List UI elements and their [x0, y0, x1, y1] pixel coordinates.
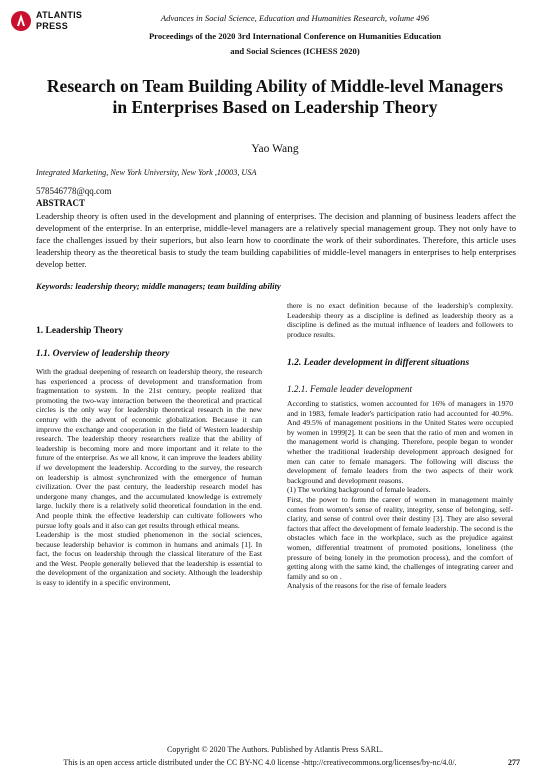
publisher-logo: [10, 8, 83, 36]
keywords-list: leadership theory; middle managers; team building ability: [75, 281, 281, 291]
section-1-1-heading: 1.1. Overview of leadership theory: [36, 349, 170, 359]
paragraph: Leadership is the most studied phenomenon in the social sciences, because leadership behavior is common in humans and animals [1]. In fact, the focus on leadership through the classical literature of the East and the West. People generally believed that the leadership is essential to the development of the organization and society. Although the leadership is easy to identify in a specific environment,: [36, 530, 262, 588]
footer-copyright: Copyright © 2020 The Authors. Published by Atlantis Press SARL.: [167, 745, 383, 754]
right-column-intro: there is no exact definition because of the leadership's complexity. Leadership theory as a discipline is defined as leadership theory as a discipline is defined as the mutual influence of leaders and followers to produce results.: [287, 301, 513, 339]
paragraph: According to statistics, women accounted for 16% of managers in 1970 and in 1983, female leader's participation ratio had accounted for 40.9%. And 49.5% of management positions in the United States were occupied by women in 1999[2]. It can be seen that the ratio of men and women in the management world is changing. Therefore, people began to wonder whether the traditional leadership development approach designed for men can cater to female managers. The following will discuss the development of female leaders from the two aspects of their work background and development reasons.: [287, 399, 513, 485]
paragraph: With the gradual deepening of research on leadership theory, the research has experienced a process of development and transformation from fragmentation to system. In the 21st century, people realized that promoting the two-way interaction between the theoretical and practical circles is the only way for leadership theoretical research in the new century with the advent of economic globalization. Because it can improve the exchange and cooperation in the field of Western leadership research. The leadership theory researchers realize that the ability of leadership is becoming more and more important and it relate to the future of the enterprise. As we all know, it can improve the leaders ability if we development the leadership. According to the survey, the research on leadership is almost synchronized with the emergence of human civilization. Over the past century, the leadership research model has undergone many changes, and the accumulated knowledge is extremely large. luckily there is a relatively solid theoretical foundation in the end. And people think the effective leadership can cultivate followers who pursue lofty goals and it also can get results through ethical means.: [36, 367, 262, 530]
paragraph: First, the power to form the career of women in management mainly comes from women's sense of reality, integrity, sense of belonging, self-clarity, and sense of control over their destiny [3]. They are also several factors that affect the development of female leadership. The second is the obstacles which face in the workplace, such as the prejudice against women, differential treatment of promoted positions, loneliness (the pressure of being lonely in the promotion process), and the comfort of getting along with the same kind, the challenges of integrating career and family and so on .: [287, 494, 513, 581]
section-1-2-1-heading: 1.2.1. Female leader development: [287, 384, 413, 394]
abstract-text: Leadership theory is often used in the development and planning of enterprises. The decision and planning of business leaders affect the development of the enterprise. In an enterprise, middle-level managers are a relatively special management group. They not only have to face the challenges issued by their superiors, but also learn how to coordinate the work of their subordinates. Therefore, this article uses leadership theory as the theoretical basis to study the team building capabilities of middle-level managers in enterprises to help enterprises develop better.: [36, 211, 516, 270]
paragraph: Analysis of the reasons for the rise of female leaders: [287, 581, 447, 591]
section-1-heading: 1. Leadership Theory: [36, 326, 124, 336]
section-1-2-heading: 1.2. Leader development in different situations: [287, 358, 470, 368]
left-column-body: [36, 367, 262, 588]
conference-line-2: and Social Sciences (ICHESS 2020): [230, 46, 360, 56]
logo-text-line2: PRESS: [36, 21, 69, 31]
abstract-heading: ABSTRACT: [36, 198, 86, 208]
conference-line-1: Proceedings of the 2020 3rd International Conference on Humanities Education: [148, 31, 442, 41]
logo-text-line1: ATLANTIS: [36, 10, 83, 20]
footer-license: This is an open access article distributed under the CC BY-NC 4.0 license -http://creativecommons.org/licenses/by-nc/4.0/.: [63, 758, 457, 767]
right-column-body: [287, 399, 513, 591]
author-affiliation: Integrated Marketing, New York University, New York ,10003, USA: [36, 168, 257, 177]
paragraph: (1) The working background of female leaders.: [287, 485, 431, 495]
page-number: 277: [508, 758, 520, 767]
keywords-label: Keywords:: [36, 281, 74, 291]
author-name: Yao Wang: [251, 143, 299, 155]
paper-title: Research on Team Building Ability of Middle-level Managers in Enterprises Based on Leadership Theory: [46, 76, 504, 117]
author-email: 578546778@qq.com: [36, 186, 112, 196]
keywords-line: [36, 281, 516, 291]
atlantis-logo-icon: [10, 10, 32, 32]
journal-header: Advances in Social Science, Education and Humanities Research, volume 496: [160, 13, 430, 23]
